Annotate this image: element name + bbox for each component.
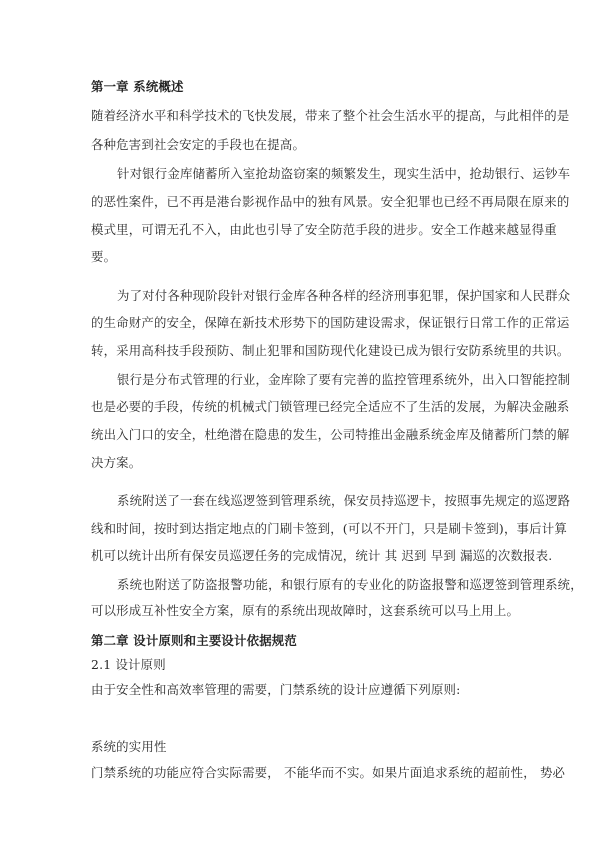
paragraph-line: 系统附送了一套在线巡逻签到管理系统，保安员持巡逻卡，按照事先规定的巡逻路 — [117, 493, 571, 508]
chapter-1-title: 第一章 系统概述 — [91, 79, 184, 94]
paragraph-line: 的生命财产的安全，保障在新技术形势下的国防建设需求，保证银行日常工作的正常运 — [91, 315, 570, 330]
paragraph-line: 线和时间，按时到达指定地点的门刷卡签到，(可以不开门，只是刷卡签到)，事后计算 — [91, 521, 567, 536]
paragraph-line: 系统也附送了防盗报警功能，和银行原有的专业化的防盗报警和巡逻签到管理系统， — [117, 577, 583, 592]
paragraph-line: 决方案。 — [91, 455, 142, 470]
paragraph-line: 针对银行金库储蓄所入室抢劫盗窃案的频繁发生，现实生活中，抢劫银行、运钞车 — [117, 166, 571, 181]
paragraph-line: 机可以统计出所有保安员巡逻任务的完成情况，统计 其 迟到 早到 漏巡的次数报表. — [91, 548, 553, 563]
paragraph-line: 为了对付各种现阶段针对银行金库各种各样的经济刑事犯罪，保护国家和人民群众 — [117, 288, 571, 303]
paragraph-line: 的恶性案件，已不再是港台影视作品中的独有风景。安全犯罪也已经不再局限在原来的 — [91, 194, 570, 209]
chapter-2-title: 第二章 设计原则和主要设计依据规范 — [91, 633, 297, 648]
paragraph-line: 转，采用高科技手段预防、制止犯罪和国防现代化建设已成为银行安防系统里的共识。 — [91, 343, 570, 358]
paragraph-line: 要。 — [91, 249, 117, 264]
section-title: 2.1 设计原则 — [91, 657, 166, 672]
paragraph-line: 随着经济水平和科学技术的飞快发展，带来了整个社会生活水平的提高，与此相伴的是 — [91, 108, 570, 123]
paragraph-line: 模式里，可谓无孔不入，由此也引导了安全防范手段的进步。安全工作越来越显得重 — [91, 222, 557, 237]
paragraph-line: 各种危害到社会安定的手段也在提高。 — [91, 137, 306, 152]
paragraph-line: 由于安全性和高效率管理的需要，门禁系统的设计应遵循下列原则: — [91, 682, 461, 697]
paragraph-line: 门禁系统的功能应符合实际需要， 不能华而不实。如果片面追求系统的超前性， 势必 — [91, 765, 566, 780]
paragraph-line: 也是必要的手段，传统的机械式门锁管理已经完全适应不了生活的发展，为解决金融系 — [91, 399, 570, 414]
paragraph-line: 统出入门口的安全，杜绝潜在隐患的发生，公司特推出金融系统金库及储蓄所门禁的解 — [91, 427, 570, 442]
paragraph-line: 可以形成互补性安全方案，原有的系统出现故障时，这套系统可以马上用上。 — [91, 603, 520, 618]
subheading: 系统的实用性 — [91, 739, 167, 754]
paragraph-line: 银行是分布式管理的行业，金库除了要有完善的监控管理系统外，出入口智能控制 — [117, 372, 571, 387]
